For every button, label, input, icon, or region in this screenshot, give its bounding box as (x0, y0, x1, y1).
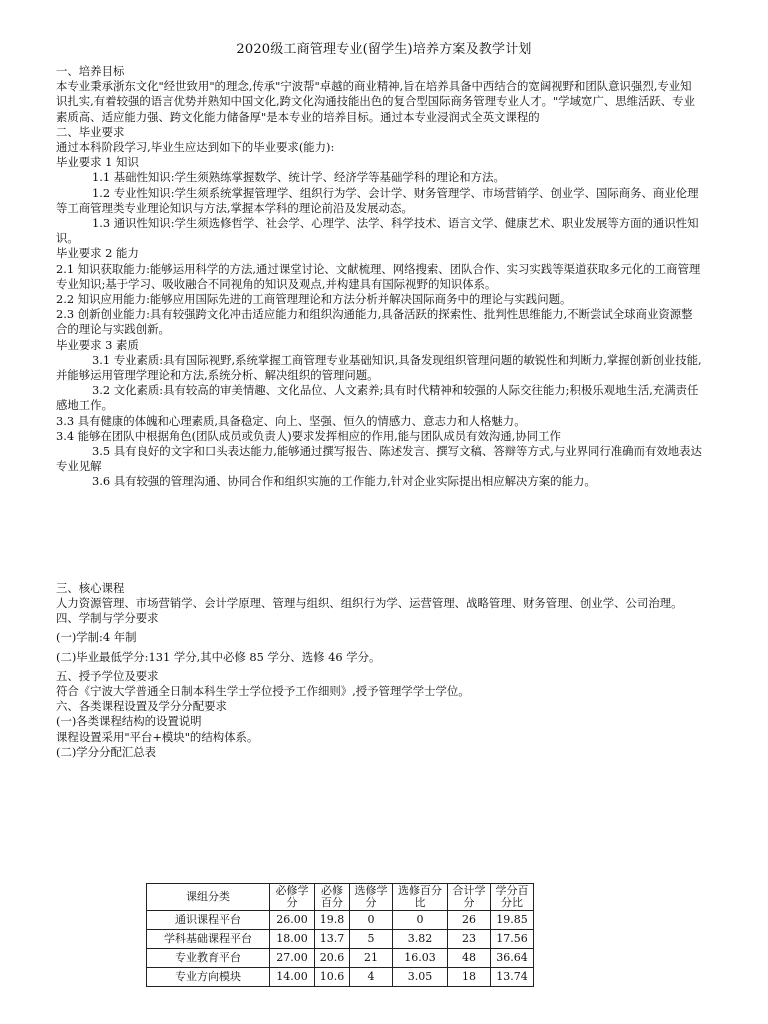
requirement-3-item: 3.5 具有良好的文字和口头表达能力,能够通过撰写报告、陈述发言、撰写文稿、答辩等方式,与业界同行准确而有效地表达专业见解 (56, 444, 702, 474)
table-cell: 学科基础课程平台 (147, 930, 270, 949)
table-cell: 17.56 (491, 930, 534, 949)
table-cell: 26.00 (270, 911, 315, 930)
table-cell: 19.85 (491, 911, 534, 930)
table-cell: 23 (448, 930, 491, 949)
table-cell: 21 (350, 949, 393, 968)
table-header-cell: 合计学分 (448, 884, 491, 911)
table-cell: 13.74 (491, 968, 534, 987)
degree-text: 符合《宁波大学普通全日制本科生学士学位授予工作细则》,授予管理学学士学位。 (56, 683, 470, 698)
table-header-cell: 课组分类 (147, 884, 270, 911)
table-header-row (147, 884, 534, 911)
section-heading-duration-credits: 四、学制与学分要求 (56, 611, 159, 626)
section-heading-course-settings: 六、各类课程设置及学分分配要求 (56, 699, 227, 714)
requirement-1-item: 1.1 基础性知识:学生须熟练掌握数学、统计学、经济学等基础学科的理论和方法。 (92, 170, 505, 185)
table-cell: 48 (448, 949, 491, 968)
table-row (147, 930, 534, 949)
table-row (147, 968, 534, 987)
table-cell: 13.7 (315, 930, 350, 949)
section-heading-degree: 五、授予学位及要求 (56, 668, 159, 683)
table-cell: 16.03 (393, 949, 448, 968)
requirement-3-item: 3.2 文化素质:具有较高的审美情趣、文化品位、人文素养;具有时代精神和较强的人际交往能力;积极乐观地生活,充满责任感地工作。 (56, 383, 699, 413)
section-heading-graduation-requirements: 二、毕业要求 (56, 124, 125, 139)
table-cell: 20.6 (315, 949, 350, 968)
table-cell: 27.00 (270, 949, 315, 968)
training-goals-paragraph: 本专业秉承浙东文化"经世致用"的理念,传承"宁波帮"卓越的商业精神,旨在培养具备中西结合的宽阔视野和团队意识强烈,专业知识扎实,有着较强的语言优势并熟知中国文化,跨文化沟通技能出色的复合型国际商务管理专业人才。"学域宽广、思维活跃、专业素质高、适应能力强、跨文化能力储备厚"是本专业的培养目标。通过本专业浸润式全英文课程的 (56, 79, 695, 124)
section-heading-training-goals: 一、培养目标 (56, 64, 125, 78)
requirement-1-item: 1.2 专业性知识:学生须系统掌握管理学、组织行为学、会计学、财务管理学、市场营销学、创业学、国际商务、商业伦理等工商管理类专业理论知识与方法,掌握本学科的理论前沿及发展动态。 (56, 185, 699, 215)
table-cell: 4 (350, 968, 393, 987)
requirement-2-heading: 毕业要求 2 能力 (56, 246, 139, 261)
table-header-cell: 选修百分比 (393, 884, 448, 911)
requirement-3-item: 3.4 能够在团队中根据角色(团队成员或负责人)要求发挥相应的作用,能与团队成员有效沟通,协同工作 (56, 428, 561, 443)
document-title: 2020级工商管理专业(留学生)培养方案及教学计划 (236, 42, 532, 57)
duration-line: (一)学制:4 年制 (56, 630, 137, 645)
requirement-2-item: 2.2 知识应用能力:能够应用国际先进的工商管理理论和方法分析并解决国际商务中的理论与实践问题。 (56, 292, 572, 307)
table-cell: 专业方向模块 (147, 968, 270, 987)
requirement-3-item: 3.6 具有较强的管理沟通、协同合作和组织实施的工作能力,针对企业实际提出相应解决方案的能力。 (92, 474, 596, 489)
credit-summary-subheading: (二)学分分配汇总表 (56, 744, 157, 759)
requirement-2-item: 2.1 知识获取能力:能够运用科学的方法,通过课堂讨论、文献梳理、网络搜索、团队合作、实习实践等渠道获取多元化的工商管理专业知识;基于学习、吸收融合不同视角的知识及观点,并构建具有国际视野的知识体系。 (56, 261, 701, 291)
requirement-3-item: 3.3 具有健康的体魄和心理素质,具备稳定、向上、坚强、恒久的情感力、意志力和人格魅力。 (56, 413, 526, 428)
table-cell: 18.00 (270, 930, 315, 949)
requirement-1-heading: 毕业要求 1 知识 (56, 155, 139, 170)
requirement-2-item: 2.3 创新创业能力:具有较强跨文化冲击适应能力和组织沟通能力,具备活跃的探索性、批判性思维能力,不断尝试全球商业资源整合的理论与实践创新。 (56, 307, 693, 337)
section-heading-core-courses: 三、核心课程 (56, 580, 125, 595)
table-row (147, 949, 534, 968)
table-cell: 0 (350, 911, 393, 930)
table-cell: 10.6 (315, 968, 350, 987)
course-structure-subheading: (一)各类课程结构的设置说明 (56, 714, 202, 729)
table-cell: 36.64 (491, 949, 534, 968)
requirement-1-item: 1.3 通识性知识:学生须选修哲学、社会学、心理学、法学、科学技术、语言文学、健康艺术、职业发展等方面的通识性知识。 (56, 216, 699, 246)
table-row (147, 911, 534, 930)
blank-gap (56, 490, 702, 581)
minimum-credits-line: (二)毕业最低学分:131 学分,其中必修 85 学分、选修 46 学分。 (56, 649, 381, 664)
graduation-requirements-intro: 通过本科阶段学习,毕业生应达到如下的毕业要求(能力): (56, 140, 335, 155)
table-cell: 0 (393, 911, 448, 930)
table-cell: 通识课程平台 (147, 911, 270, 930)
table-header-cell: 必修学分 (270, 884, 315, 911)
table-cell: 18 (448, 968, 491, 987)
table-cell: 5 (350, 930, 393, 949)
requirement-3-item: 3.1 专业素质:具有国际视野,系统掌握工商管理专业基础知识,具备发现组织管理问题的敏锐性和判断力,掌握创新创业技能,并能够运用管理学理论和方法,系统分析、解决组织的管理问题。 (56, 352, 702, 383)
table-cell: 3.05 (393, 968, 448, 987)
table-cell: 14.00 (270, 968, 315, 987)
requirement-3-heading: 毕业要求 3 素质 (56, 337, 139, 352)
course-structure-text: 课程设置采用"平台+模块"的结构体系。 (56, 729, 259, 744)
credit-summary-table (146, 883, 534, 987)
table-header-cell: 必修百分 (315, 884, 350, 911)
table-cell: 26 (448, 911, 491, 930)
document-body (56, 64, 702, 760)
table-cell: 19.8 (315, 911, 350, 930)
core-courses-text: 人力资源管理、市场营销学、会计学原理、管理与组织、组织行为学、运营管理、战略管理、财务管理、创业学、公司治理。 (56, 595, 683, 610)
table-header-cell: 学分百分比 (491, 884, 534, 911)
table-header-cell: 选修学分 (350, 884, 393, 911)
table-cell: 3.82 (393, 930, 448, 949)
table-cell: 专业教育平台 (147, 949, 270, 968)
